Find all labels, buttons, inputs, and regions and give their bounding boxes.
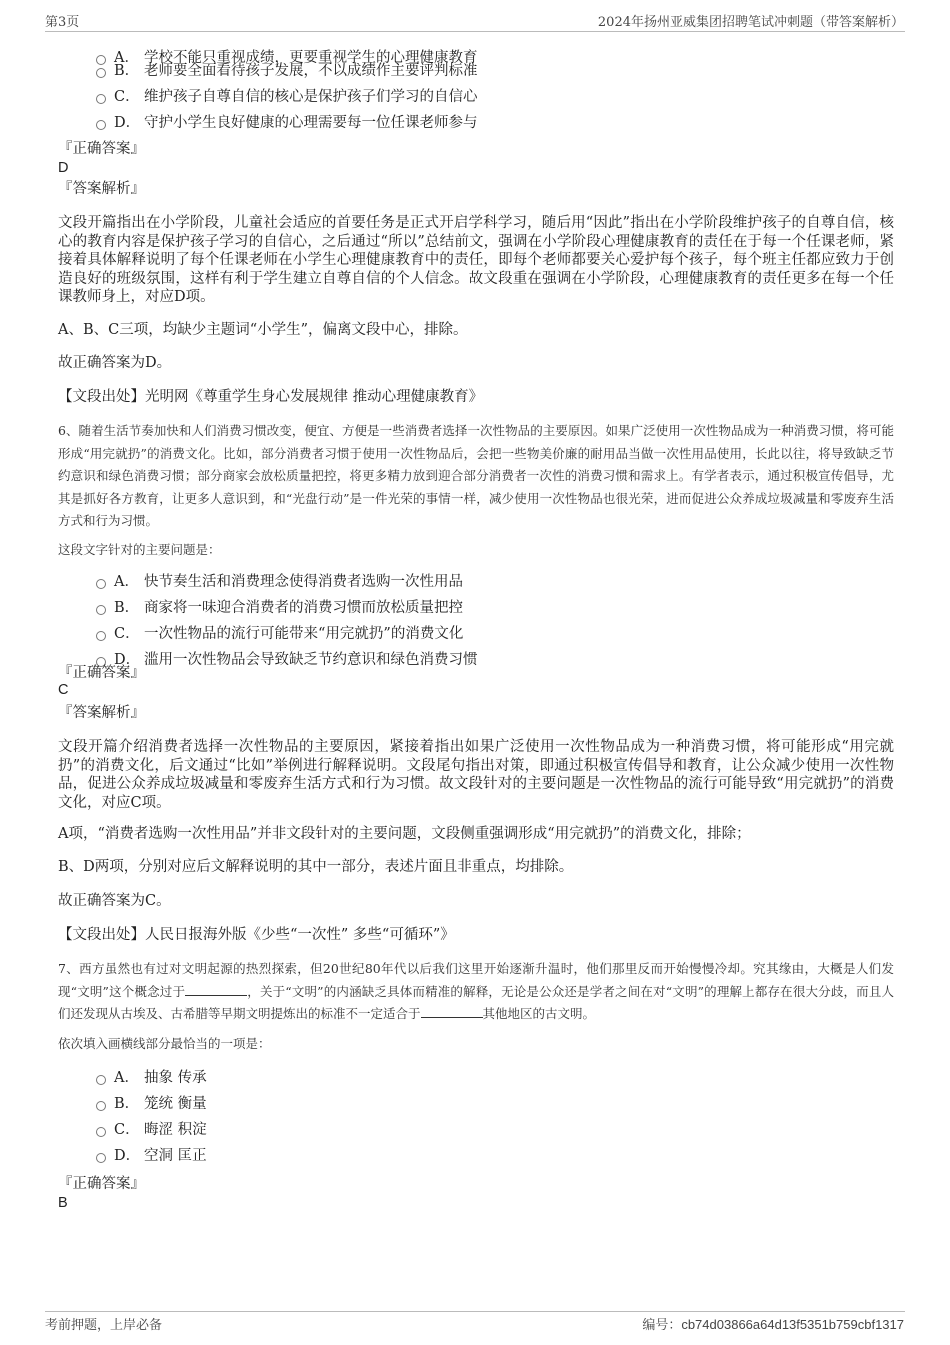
radio-icon[interactable] [96,1153,106,1163]
blank-2 [421,1005,483,1018]
q7-prompt: 依次填入画横线部分最恰当的一项是： [58,1036,271,1051]
footer-code: 编号：cb74d03866a64d13f5351b759cbf1317 [642,1317,904,1333]
radio-icon[interactable] [96,1075,106,1085]
radio-icon[interactable] [96,579,106,589]
q6-answer: C [58,682,69,698]
q7-option-d[interactable]: D． 空洞 匡正 [96,1146,207,1166]
q5-option-b[interactable]: B． 老师要全面看待孩子发展，不以成绩作主要评判标准 [96,61,478,81]
document-title: 2024年扬州亚威集团招聘笔试冲刺题（带答案解析） [597,15,904,30]
q6-exclude-a: A项，“消费者选购一次性用品”并非文段针对的主要问题，文段侧重强调形成“用完就扔”的消费文化，排除； [58,826,751,842]
q5-analysis: 文段开篇指出在小学阶段，儿童社会适应的首要任务是正式开启学科学习，随后用“因此”指出在小学阶段维护孩子的自尊自信，核心的教育内容是保护孩子学习的自信心，之后通过“所以”总结前文，强调在小学阶段心理健康教育的责任在于每一个任课老师，紧接着具体解释说明了每个任课老师在小学生心理健康教育中的责任，即每个老师都要关心爱护每个孩子，每个班主任都应致力于创造良好的班级氛围，这样有利于学生建立自尊自信的个人信念。故文段重在强调在小学阶段，心理健康教育的责任更多在每一个任课教师身上，对应D项。 [58,215,894,305]
radio-icon[interactable] [96,1101,106,1111]
q6-analysis-label: 『答案解析』 [58,705,145,721]
q5-source: 【文段出处】光明网《尊重学生身心发展规律 推动心理健康教育》 [58,389,484,405]
q5-option-c[interactable]: C． 维护孩子自尊自信的核心是保护孩子们学习的自信心 [96,87,478,107]
header-divider [45,31,905,32]
q7-answer: B [58,1195,68,1211]
radio-icon[interactable] [96,631,106,641]
footer-divider [45,1311,905,1312]
q6-answer-label: 『正确答案』 [58,665,145,681]
q5-option-d[interactable]: D． 守护小学生良好健康的心理需要每一位任课老师参与 [96,113,478,133]
q7-option-a[interactable]: A． 抽象 传承 [96,1068,207,1088]
q7-option-b[interactable]: B． 笼统 衡量 [96,1094,207,1114]
q6-conclusion: 故正确答案为C。 [58,893,171,909]
q5-analysis-label: 『答案解析』 [58,181,145,197]
q7-option-c[interactable]: C． 晦涩 积淀 [96,1120,207,1140]
radio-icon[interactable] [96,68,106,78]
q7-answer-label: 『正确答案』 [58,1176,145,1192]
q5-conclusion: 故正确答案为D。 [58,355,172,371]
q6-option-a[interactable]: A． 快节奏生活和消费理念使得消费者选购一次性用品 [96,572,463,592]
radio-icon[interactable] [96,94,106,104]
q6-source: 【文段出处】人民日报海外版《少些“一次性” 多些“可循环”》 [58,927,455,943]
blank-1 [185,983,247,996]
q6-option-d[interactable]: D． 滥用一次性物品会导致缺乏节约意识和绿色消费习惯 [96,650,478,670]
radio-icon[interactable] [96,120,106,130]
q6-prompt: 这段文字针对的主要问题是： [58,542,221,557]
footer-slogan: 考前押题，上岸必备 [45,1318,163,1333]
q6-analysis: 文段开篇介绍消费者选择一次性物品的主要原因，紧接着指出如果广泛使用一次性物品成为一种消费习惯，将可能形成“用完就扔”的消费文化，后文通过“比如”举例进行解释说明。文段尾句指出对策，即通过积极宣传倡导和教育，让公众减少使用一次性物品，促进公众养成垃圾减量和零废弃生活方式和行为习惯。故文段针对的主要问题是一次性物品的流行可能导致“用完就扔”的消费文化，对应C项。 [58,739,894,811]
page-number: 第3页 [45,15,80,30]
q5-answer: D [58,160,69,176]
q5-answer-label: 『正确答案』 [58,141,145,157]
q7-question: 7、西方虽然也有过对文明起源的热烈探索，但20世纪80年代以后我们这里开始逐渐升温时，他们那里反而开始慢慢冷却。究其缘由，大概是人们发现“文明”这个概念过于 ，关于“文明”的内涵缺乏具体而精准的解释，无论是公众还是学者之间在对“文明”的理解上都存在很大分歧，而且人们还发现从古埃及、古希腊等早期文明提炼出的标准不一定适合于 其他地区的古文明。 [58,961,895,1021]
q5-option-a[interactable]: A． 学校不能只重视成绩，更要重视学生的心理健康教育 [96,48,478,68]
q6-exclude-bd: B、D两项，分别对应后文解释说明的其中一部分，表述片面且非重点，均排除。 [58,859,574,875]
q6-option-c[interactable]: C． 一次性物品的流行可能带来“用完就扔”的消费文化 [96,624,463,644]
q6-option-b[interactable]: B． 商家将一味迎合消费者的消费习惯而放松质量把控 [96,598,463,618]
q6-question: 6、随着生活节奏加快和人们消费习惯改变，便宜、方便是一些消费者选择一次性物品的主要原因。如果广泛使用一次性物品成为一种消费习惯，将可能形成“用完就扔”的消费文化。比如，部分消费者习惯于使用一次性物品后，会把一些物美价廉的耐用品当做一次性用品使用，长此以往，将导致缺乏节约意识和绿色消费习惯；部分商家会放松质量把控，将更多精力放到迎合部分消费者一次性的消费习惯和需求上。有学者表示，通过积极宣传倡导，尤其是抓好各方教育，让更多人意识到，和“光盘行动”是一件光荣的事情一样，减少使用一次性物品也很光荣，进而促进公众养成垃圾减量和零废弃生活方式和行为习惯。 [58,423,894,528]
q5-exclude: A、B、C三项，均缺少主题词“小学生”，偏离文段中心，排除。 [58,322,468,338]
radio-icon[interactable] [96,605,106,615]
radio-icon[interactable] [96,1127,106,1137]
page-header [0,0,950,33]
